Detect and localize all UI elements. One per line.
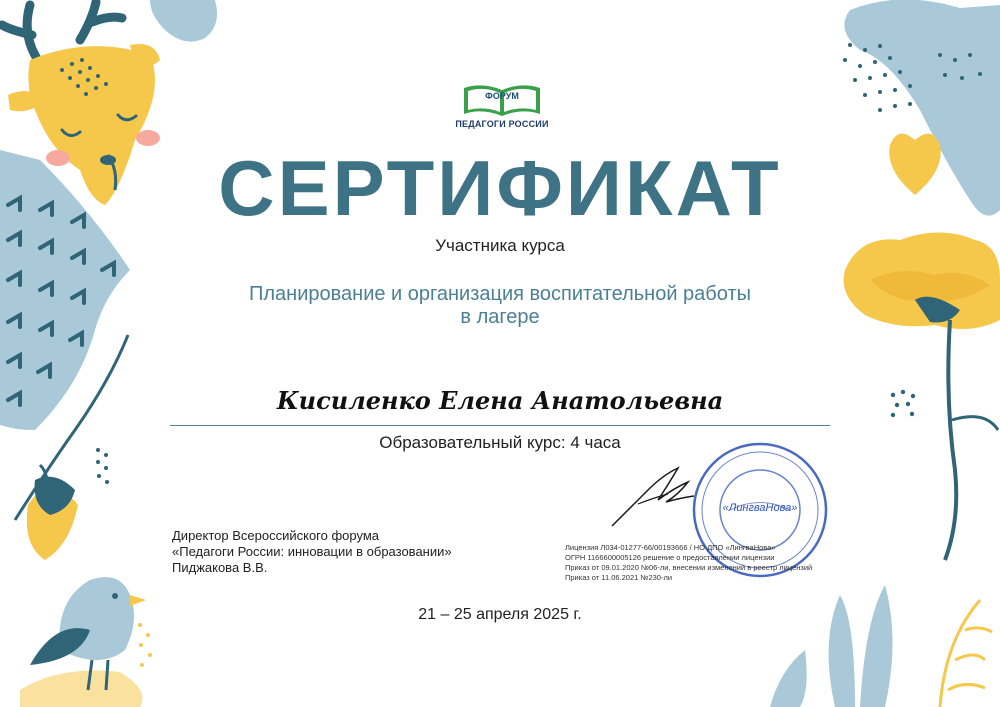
left-dots xyxy=(96,448,109,484)
stamp-center-text: «ЛингваНова» xyxy=(722,502,798,514)
course-hours: Образовательный курс: 4 часа xyxy=(379,433,621,452)
bird-icon xyxy=(20,577,152,707)
left-flower-bud-icon xyxy=(27,465,78,560)
signature-icon xyxy=(608,460,698,530)
license-info xyxy=(565,543,825,583)
bottom-right-leaves-icon xyxy=(770,585,992,707)
name-divider xyxy=(170,425,830,426)
certificate-title: СЕРТИФИКАТ xyxy=(218,144,782,232)
recipient-name: Кисиленко Елена Анатольевна xyxy=(276,386,724,415)
license-line2: ОГРН 1166600005126 решение о предоставлении лицензии xyxy=(565,553,775,562)
course-name-line2: в лагере xyxy=(460,306,540,328)
top-blob xyxy=(150,0,217,42)
license-line3: Приказ от 09.01.2020 №06-ли, внесении изменений в реестр лицензий xyxy=(565,563,813,572)
director-line3: Пиджакова В.В. xyxy=(172,560,268,575)
director-block xyxy=(172,528,532,576)
certificate-subtitle: Участника курса xyxy=(435,236,565,255)
course-name xyxy=(180,283,820,329)
license-line4: Приказ от 11.06.2021 №230-ли xyxy=(565,573,673,582)
right-dots xyxy=(891,390,915,417)
director-line1: Директор Всероссийского форума xyxy=(172,528,380,543)
logo-forum-text: ФОРУМ xyxy=(485,91,519,101)
license-line1: Лицензия Л034-01277-66/00193666 / НО ДПО «ЛингваНова» xyxy=(565,543,776,552)
logo-teachers-text: ПЕДАГОГИ РОССИИ xyxy=(455,119,549,129)
right-flower-icon xyxy=(844,233,1000,561)
course-date: 21 – 25 апреля 2025 г. xyxy=(418,606,582,623)
forum-logo xyxy=(452,82,552,140)
heart-icon xyxy=(889,134,940,195)
course-name-line1: Планирование и организация воспитательной работы xyxy=(249,283,751,305)
director-line2: «Педагоги России: инновации в образовании» xyxy=(172,544,452,559)
